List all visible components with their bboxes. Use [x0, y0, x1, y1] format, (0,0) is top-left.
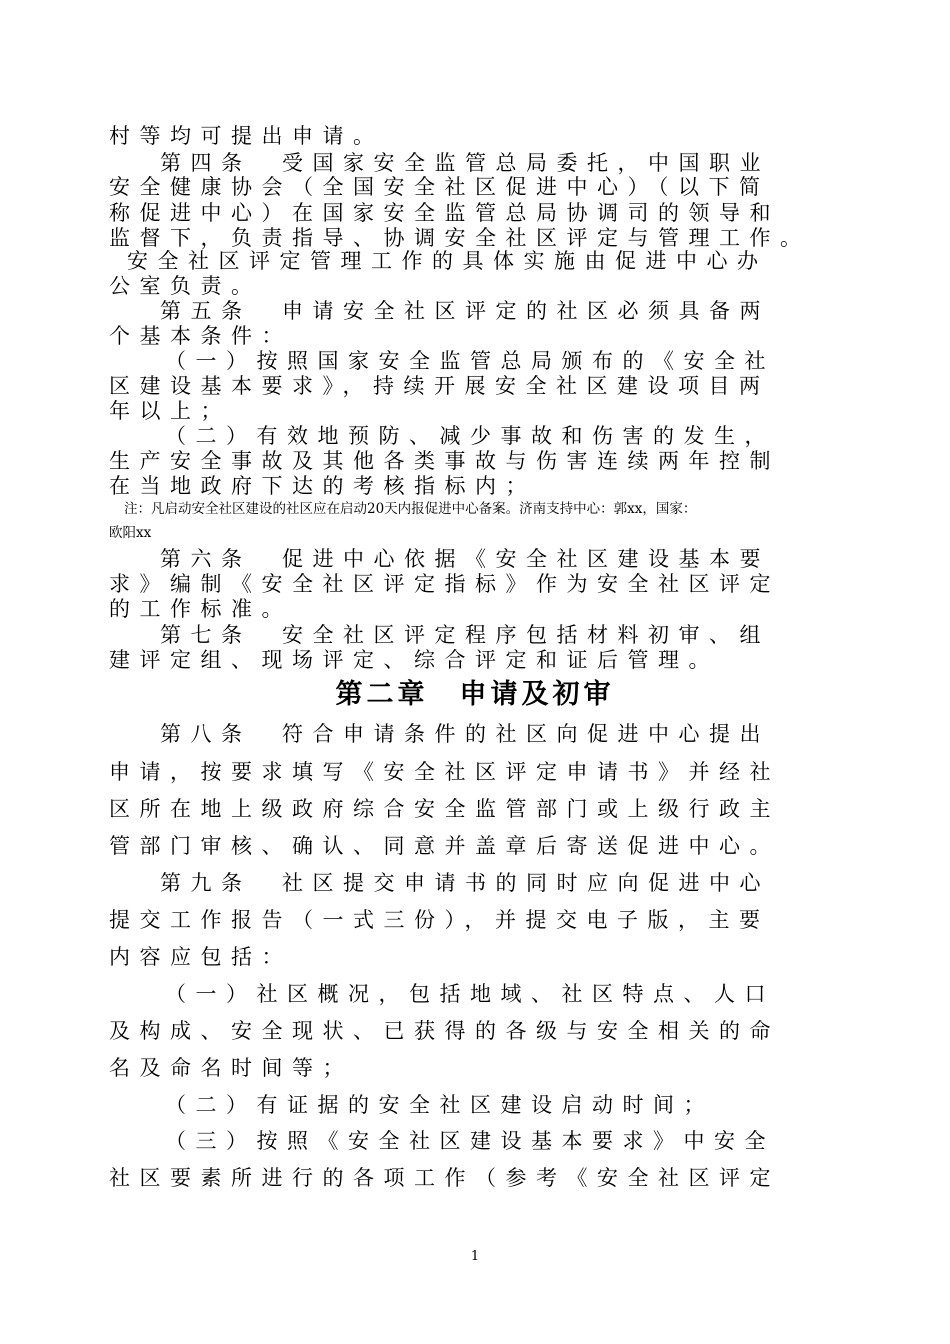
article-8-line: 第八条 符合申请条件的社区向促进中心提出: [160, 722, 770, 746]
text-line: 生产安全事故及其他各类事故与伤害连续两年控制: [109, 449, 780, 473]
text-line: 安全社区评定管理工作的具体实施由促进中心办: [127, 249, 768, 273]
text-line: 内容应包括：: [109, 945, 292, 969]
article-6-line: 第六条 促进中心依据《安全社区建设基本要: [160, 547, 770, 571]
text-line: 的工作标准。: [109, 597, 292, 621]
item-2-line: （二）有效地预防、减少事故和伤害的发生，: [165, 424, 775, 448]
text-line: 年以上；: [109, 399, 231, 423]
footnote-line: 注：凡启动安全社区建设的社区应在启动20天内报促进中心备案。济南支持中心：郭xx，国家：: [124, 501, 697, 517]
text-line: 村等均可提出申请。: [109, 124, 384, 148]
text-line: 求》编制《安全社区评定指标》作为安全社区评定: [109, 572, 780, 596]
item-1-line: （一）社区概况，包括地域、社区特点、人口: [165, 982, 775, 1006]
text-line: 在当地政府下达的考核指标内；: [109, 474, 536, 498]
text-line: 社区要素所进行的各项工作（参考《安全社区评定: [109, 1166, 780, 1190]
text-line: 监督下，负责指导、协调安全社区评定与管理工作。: [109, 226, 811, 250]
chapter-heading: 第二章 申请及初审: [335, 679, 615, 710]
text-line: 名及命名时间等；: [109, 1056, 353, 1080]
article-7-line: 第七条 安全社区评定程序包括材料初审、组: [160, 623, 770, 647]
text-line: 及构成、安全现状、已获得的各级与安全相关的命: [109, 1019, 780, 1043]
text-line: 安全健康协会（全国安全社区促进中心）（以下简: [109, 175, 770, 199]
article-9-line: 第九条 社区提交申请书的同时应向促进中心: [160, 871, 770, 895]
text-line: 公室负责。: [109, 274, 262, 298]
text-line: 提交工作报告（一式三份），并提交电子版，主要: [109, 908, 770, 932]
text-line: 区所在地上级政府综合安全监管部门或上级行政主: [109, 797, 780, 821]
item-1-line: （一）按照国家安全监管总局颁布的《安全社: [165, 349, 775, 373]
text-line: 管部门审核、确认、同意并盖章后寄送促进中心。: [109, 834, 780, 858]
item-2-line: （二）有证据的安全社区建设启动时间；: [165, 1093, 714, 1117]
text-line: 区建设基本要求》，持续开展安全社区建设项目两: [109, 374, 770, 398]
text-line: 申请，按要求填写《安全社区评定申请书》并经社: [109, 760, 780, 784]
page-number: 1: [470, 1249, 480, 1264]
footnote-line: 欧阳xx: [109, 525, 152, 541]
article-4-line: 第四条 受国家安全监管总局委托，中国职业: [160, 151, 770, 175]
text-line: 个基本条件：: [109, 324, 292, 348]
text-line: 建评定组、现场评定、综合评定和证后管理。: [109, 648, 719, 672]
text-line: 称促进中心）在国家安全监管总局协调司的领导和: [109, 201, 780, 225]
item-3-line: （三）按照《安全社区建设基本要求》中安全: [165, 1129, 775, 1153]
article-5-line: 第五条 申请安全社区评定的社区必须具备两: [160, 299, 770, 323]
